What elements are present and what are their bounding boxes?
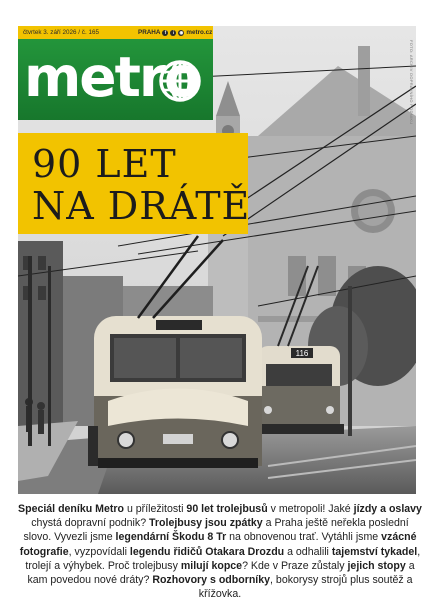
headline-line-2: NA DRÁTĚ: [32, 184, 251, 228]
teaser-bold: jízdy a oslavy: [353, 503, 422, 515]
svg-text:116: 116: [295, 349, 309, 358]
teaser-text-span: a kam povedou nové dráty?: [27, 559, 415, 587]
teaser-text-span: na obnovenou trať. Vytáhli jsme: [226, 531, 382, 544]
headline-box: [18, 133, 251, 234]
teaser-text-span: chystá dopravní podnik?: [31, 517, 150, 530]
instagram-icon: i: [170, 30, 176, 36]
teaser-bold: tajemství tykadel: [331, 545, 418, 558]
headline-line-1: 90 LET: [32, 142, 177, 186]
teaser-text-span: , vyzpovídali: [68, 545, 130, 558]
teaser-bold: milují kopce: [180, 559, 243, 572]
dateline-text: čtvrtek 3. září 2026 / č. 165: [23, 29, 99, 36]
city-label: PRAHA: [138, 29, 161, 36]
teaser-text-span: a odhalili: [284, 545, 332, 558]
teaser-text: [18, 502, 422, 601]
teaser-bold: 90 let trolejbusů: [186, 503, 268, 515]
teaser-text-span: , bokorysy strojů plus soutěž a křížovka.: [198, 574, 413, 601]
teaser-text-span: v metropoli! Jaké: [267, 503, 354, 515]
teaser-bold: jejich stopy: [347, 559, 406, 572]
teaser-bold: Rozhovory s odborníky: [152, 574, 271, 587]
website-label: metro.cz: [186, 29, 213, 36]
teaser-text-span: , trolejí a výhybek. Proč trolejbusy: [25, 545, 421, 572]
globe-small-icon: ◉: [179, 29, 184, 35]
teaser-bold: vzácné fotografie: [19, 531, 417, 558]
teaser-text-span: a Praha ještě neřekla poslední slovo. Vyvezli jsme: [23, 517, 409, 544]
dateline-right: [138, 26, 212, 39]
globe-icon: [158, 59, 202, 103]
teaser-bold: legendu řidičů Otakara Drozdu: [129, 545, 285, 558]
teaser-text-span: u příležitosti: [124, 503, 187, 515]
teaser-bold: legendární Škodu 8 Tr: [115, 531, 227, 544]
metro-logo: [18, 39, 213, 120]
teaser-bold: Trolejbusy jsou zpátky: [149, 517, 263, 530]
teaser-text-span: ? Kde v Praze zůstaly: [242, 559, 348, 572]
logo-text: metro: [24, 45, 200, 109]
teaser-bold: Speciál deníku Metro: [18, 503, 124, 515]
photo-credit: FOTO: ARCHIV DOPRAVNÍHO PODNIKU: [409, 40, 414, 125]
facebook-icon: f: [162, 30, 168, 36]
